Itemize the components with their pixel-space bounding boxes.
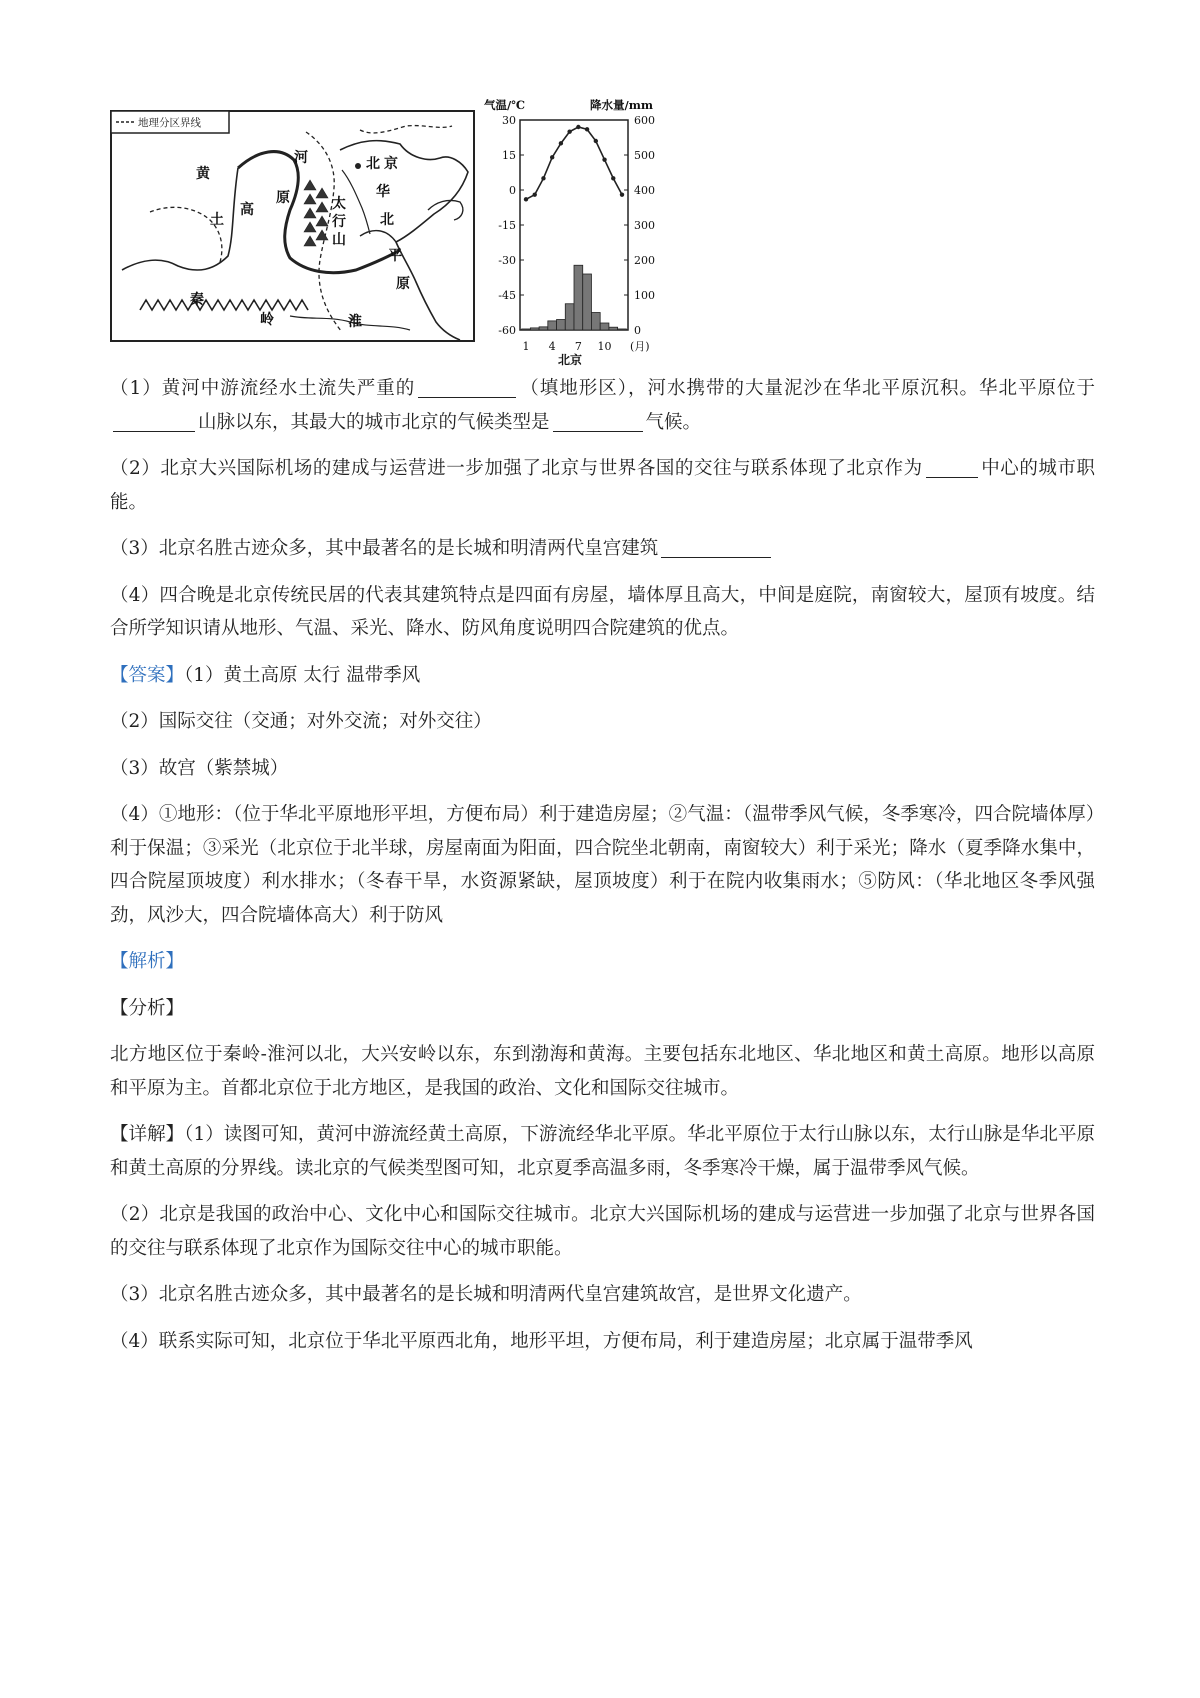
north-china-map bbox=[110, 110, 475, 342]
x-unit: (月) bbox=[630, 340, 650, 353]
q3-part-a: （3）北京名胜古迹众多，其中最著名的是长城和明清两代皇宫建筑 bbox=[110, 538, 659, 559]
q1-blank-3 bbox=[553, 407, 643, 432]
question-3 bbox=[110, 532, 1095, 566]
left-axis-label: 气温/℃ bbox=[484, 98, 525, 112]
temperature-point bbox=[585, 127, 589, 131]
precipitation-bar bbox=[548, 321, 557, 330]
label-hua: 华 bbox=[376, 184, 390, 200]
temperature-point bbox=[533, 192, 537, 196]
q1-part-d: 气候。 bbox=[645, 411, 702, 433]
x-tick-label: 7 bbox=[574, 340, 582, 353]
beijing-climate-chart bbox=[482, 96, 700, 366]
answer-1 bbox=[110, 659, 1095, 693]
left-tick-label: -30 bbox=[498, 254, 516, 267]
figure-row bbox=[110, 96, 700, 366]
temperature-point bbox=[602, 157, 606, 161]
precipitation-bar bbox=[574, 265, 583, 330]
label-shan: 山 bbox=[332, 232, 346, 248]
precipitation-bar bbox=[591, 313, 600, 331]
precipitation-bar bbox=[530, 328, 539, 330]
q2-part-b: 中心的城市职能。 bbox=[110, 458, 1095, 513]
label-bei-2: 北 bbox=[380, 212, 394, 228]
x-tick-labels bbox=[523, 340, 612, 353]
temperature-point bbox=[567, 129, 571, 133]
temperature-point bbox=[594, 139, 598, 143]
right-tick-label: 500 bbox=[634, 149, 655, 162]
label-ling: 岭 bbox=[260, 312, 274, 328]
x-tick-label: 10 bbox=[597, 340, 612, 353]
precipitation-bar bbox=[600, 323, 609, 330]
right-tick-label: 400 bbox=[634, 184, 655, 197]
temperature-line bbox=[526, 127, 622, 199]
label-tai: 太 bbox=[332, 196, 346, 212]
q2-part-a: （2）北京大兴国际机场的建成与运营进一步加强了北京与世界各国的交往与联系体现了北京作为 bbox=[110, 458, 923, 479]
beijing-marker bbox=[355, 163, 361, 169]
right-tick-label: 600 bbox=[634, 114, 655, 127]
label-he-1: 河 bbox=[294, 150, 308, 166]
right-tick-label: 0 bbox=[634, 324, 641, 337]
left-tick-labels bbox=[498, 114, 516, 337]
q1-part-a: （1）黄河中游流经水土流失严重的 bbox=[110, 378, 416, 399]
temperature-point bbox=[550, 155, 554, 159]
x-tick-label: 4 bbox=[548, 340, 556, 353]
q1-part-c: 山脉以东，其最大的城市北京的气候类型是 bbox=[198, 411, 550, 433]
temperature-point bbox=[541, 176, 545, 180]
q1-blank-2 bbox=[113, 407, 195, 432]
precipitation-bar bbox=[618, 329, 627, 330]
label-hang: 行 bbox=[332, 214, 346, 230]
q1-part-b: （填地形区），河水携带的大量泥沙在华北平原沉积。华北平原位于 bbox=[519, 378, 1095, 399]
temperature-point bbox=[559, 141, 563, 145]
label-ping: 平 bbox=[388, 248, 402, 264]
right-tick-label: 300 bbox=[634, 219, 655, 232]
precipitation-bar bbox=[522, 329, 531, 330]
analysis-label-text: 【解析】 bbox=[110, 951, 185, 972]
question-1 bbox=[110, 372, 1095, 439]
answer-3: （3）故宫（紫禁城） bbox=[110, 757, 289, 779]
answer-2: （2）国际交往（交通；对外交流；对外交往） bbox=[110, 711, 492, 732]
detail-2: （2）北京是我国的政治中心、文化中心和国际交往城市。北京大兴国际机场的建成与运营进一步加强了北京与世界各国的交往与联系体现了北京作为国际交往中心的城市职能。 bbox=[110, 1204, 1095, 1259]
precipitation-bars bbox=[522, 265, 627, 330]
label-jing: 京 bbox=[384, 156, 398, 172]
precipitation-bar bbox=[609, 327, 618, 330]
answer-4: （4）①地形：（位于华北平原地形平坦，方便布局）利于建造房屋；②气温：（温带季风气候，冬季寒冷，四合院墙体厚）利于保温；③采光（北京位于北半球，房屋南面为阳面，四合院坐北朝南，南窗较大）利于采光；降水（夏季降水集中，四合院屋顶坡度）利水排水；（冬春干旱，水资源紧缺，屋顶坡度）利于在院内收集雨水；⑤防风：（华北地区冬季风强劲，风沙大，四合院墙体高大）利于防风 bbox=[110, 804, 1095, 926]
label-tu: 土 bbox=[210, 212, 224, 228]
precipitation-bar bbox=[539, 327, 548, 330]
left-tick-label: -15 bbox=[498, 219, 516, 232]
label-yuan-1: 原 bbox=[276, 190, 290, 206]
temperature-point bbox=[620, 192, 624, 196]
detail-1-text: （1）读图可知，黄河中游流经黄土高原，下游流经华北平原。华北平原位于太行山脉以东，太行山脉是华北平原和黄土高原的分界线。读北京的气候类型图可知，北京夏季高温多雨，冬季寒冷干燥，属于温带季风气候。 bbox=[110, 1124, 1095, 1179]
right-axis-label: 降水量/mm bbox=[590, 98, 654, 112]
right-tick-labels bbox=[634, 114, 655, 337]
temperature-point bbox=[524, 197, 528, 201]
precipitation-bar bbox=[557, 320, 566, 331]
detail-4: （4）联系实际可知，北京位于华北平原西北角，地形平坦，方便布局，利于建造房屋；北京属于温带季风 bbox=[110, 1330, 973, 1352]
left-tick-label: -45 bbox=[498, 289, 516, 302]
left-tick-label: 0 bbox=[509, 184, 516, 197]
q3-blank bbox=[661, 533, 771, 558]
temperature-point bbox=[576, 125, 580, 129]
answer-label: 【答案】 bbox=[110, 664, 185, 686]
q2-blank bbox=[926, 453, 978, 478]
detail-label: 【详解】 bbox=[110, 1124, 185, 1145]
question-2 bbox=[110, 452, 1095, 519]
label-qin: 秦 bbox=[190, 292, 204, 308]
analysis-label bbox=[110, 945, 1095, 979]
temperature-point bbox=[611, 176, 615, 180]
left-tick-label: -60 bbox=[498, 324, 516, 337]
label-bei-1: 北 bbox=[366, 156, 380, 172]
label-huang-1: 黄 bbox=[196, 166, 210, 182]
label-yuan-2: 原 bbox=[396, 276, 410, 292]
detail-1 bbox=[110, 1118, 1095, 1185]
chart-title: 北京 bbox=[558, 353, 583, 366]
left-tick-label: 15 bbox=[502, 149, 516, 162]
detail-3: （3）北京名胜古迹众多，其中最著名的是长城和明清两代皇宫建筑故宫，是世界文化遗产。 bbox=[110, 1284, 862, 1305]
question-4: （4）四合晚是北京传统民居的代表其建筑特点是四面有房屋，墙体厚且高大，中间是庭院，南窗较大，屋顶有坡度。结合所学知识请从地形、气温、采光、降水、防风角度说明四合院建筑的优点。 bbox=[110, 584, 1095, 639]
left-tick-label: 30 bbox=[502, 114, 516, 127]
document-body bbox=[110, 372, 1095, 1371]
q1-blank-1 bbox=[418, 373, 516, 398]
precipitation-bar bbox=[565, 304, 574, 330]
label-huai: 淮 bbox=[348, 314, 362, 330]
fenxi-text: 北方地区位于秦岭-淮河以北，大兴安岭以东，东到渤海和黄海。主要包括东北地区、华北地区和黄土高原。地形以高原和平原为主。首都北京位于北方地区，是我国的政治、文化和国际交往城市。 bbox=[110, 1044, 1095, 1099]
right-tick-label: 200 bbox=[634, 254, 655, 267]
label-gao: 高 bbox=[240, 202, 254, 218]
answer-1-text: （1）黄土高原 太行 温带季风 bbox=[184, 664, 421, 686]
legend-text: 地理分区界线 bbox=[138, 117, 201, 129]
precipitation-bar bbox=[583, 274, 592, 330]
right-tick-label: 100 bbox=[634, 289, 655, 302]
x-tick-label: 1 bbox=[522, 340, 530, 353]
temperature-points bbox=[524, 125, 624, 202]
fenxi-label: 【分析】 bbox=[110, 997, 185, 1019]
